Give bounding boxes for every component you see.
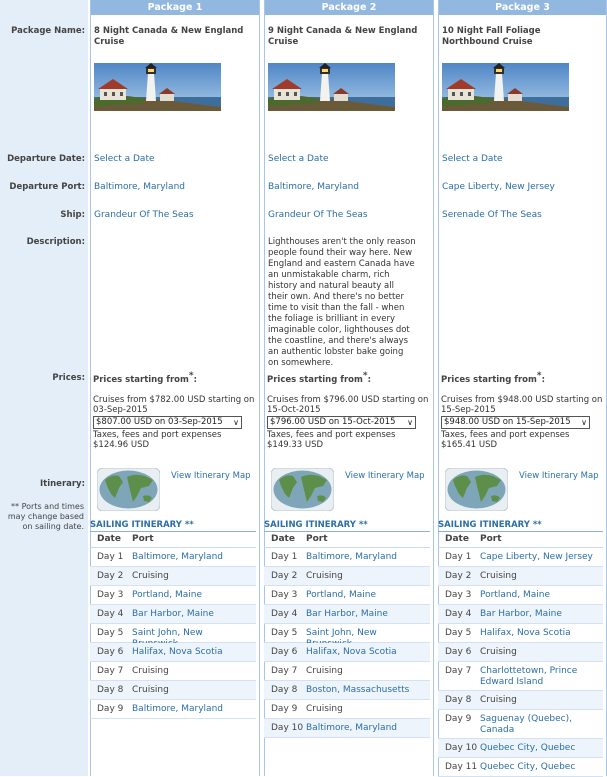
itinerary-port[interactable]: Cape Liberty, New Jersey [480, 552, 593, 562]
itinerary-header-row [438, 532, 603, 548]
sailing-date-select[interactable] [441, 416, 590, 429]
itinerary-port[interactable]: Portland, Maine [132, 590, 203, 600]
label-ship: Ship: [60, 210, 85, 220]
itinerary-day: Day 9 [271, 704, 298, 714]
price-starting-line: Cruises from $948.00 USD starting on 15-Sep-2015 [441, 395, 603, 415]
label-itinerary: Itinerary: [39, 479, 85, 489]
package-header: Package 3 [439, 0, 606, 15]
itinerary-day: Day 6 [445, 647, 472, 657]
itinerary-day: Day 9 [445, 714, 472, 724]
itinerary-day: Day 7 [271, 666, 298, 676]
table-row [264, 548, 430, 567]
col-date: Date [271, 534, 295, 544]
label-package-name: Package Name: [11, 26, 85, 36]
itinerary-day: Day 2 [445, 571, 472, 581]
itinerary-port[interactable]: Bar Harbor, Maine [132, 609, 214, 619]
sailing-date-value: $807.00 USD on 03-Sep-2015 [96, 417, 223, 427]
col-port: Port [480, 534, 502, 544]
lighthouse-photo [268, 63, 395, 111]
departure-port-link[interactable]: Cape Liberty, New Jersey [442, 182, 555, 192]
taxes-value: $165.41 USD [441, 440, 498, 450]
itinerary-port[interactable]: Portland, Maine [480, 590, 551, 600]
taxes-label: Taxes, fees and port expenses [441, 430, 570, 440]
itinerary-day: Day 4 [445, 609, 472, 619]
table-row [438, 662, 603, 691]
label-description: Description: [26, 237, 85, 247]
itinerary-day: Day 9 [97, 704, 124, 714]
table-row [264, 567, 430, 586]
itinerary-day: Day 10 [445, 743, 478, 753]
itinerary-day: Day 3 [271, 590, 298, 600]
itinerary-day: Day 7 [445, 666, 472, 676]
itinerary-day: Day 5 [271, 628, 298, 638]
select-date-link[interactable]: Select a Date [442, 154, 503, 164]
itinerary-day: Day 3 [445, 590, 472, 600]
table-row [264, 662, 430, 681]
itinerary-day: Day 8 [271, 685, 298, 695]
itinerary-day: Day 3 [97, 590, 124, 600]
table-row [264, 700, 430, 719]
table-row [90, 624, 256, 643]
itinerary-port[interactable]: Baltimore, Maryland [306, 723, 397, 733]
chevron-down-icon: ∨ [233, 418, 239, 427]
itinerary-port: Cruising [480, 695, 517, 705]
col-port: Port [132, 534, 154, 544]
departure-port-link[interactable]: Baltimore, Maryland [268, 182, 359, 192]
package-name: 8 Night Canada & New England Cruise [94, 26, 244, 47]
itinerary-port[interactable]: Portland, Maine [306, 590, 377, 600]
select-date-link[interactable]: Select a Date [268, 154, 329, 164]
itinerary-port: Cruising [306, 704, 343, 714]
chevron-down-icon: ∨ [581, 418, 587, 427]
ship-link[interactable]: Serenade Of The Seas [442, 210, 542, 220]
table-row [264, 586, 430, 605]
world-map-icon[interactable] [445, 468, 508, 511]
table-row [438, 691, 603, 710]
package-description: Lighthouses aren't the only reason people found their way here. New England and eastern Canada have an unmistakable charm, rich history and natural beauty all their own. And there's no better time to visit than the fall - when the foliage is brilliant in every imaginable color, lighthouses dot the coastline, and there's always an authentic lobster bake going on somewhere. [268, 237, 416, 368]
lighthouse-photo [94, 63, 221, 111]
table-row [90, 643, 256, 662]
table-row [90, 586, 256, 605]
col-date: Date [97, 534, 121, 544]
itinerary-header-row [90, 532, 256, 548]
itinerary-day: Day 1 [97, 552, 124, 562]
price-block [267, 395, 432, 450]
select-date-link[interactable]: Select a Date [94, 154, 155, 164]
sailing-date-value: $796.00 USD on 15-Oct-2015 [270, 417, 396, 427]
itinerary-port[interactable]: Halifax, Nova Scotia [480, 628, 571, 638]
label-departure-date: Departure Date: [7, 154, 85, 164]
itinerary-port[interactable]: Quebec City, Quebec [480, 743, 576, 753]
itinerary-day: Day 4 [97, 609, 124, 619]
taxes-value: $149.33 USD [267, 440, 324, 450]
price-block [93, 395, 258, 450]
price-starting-line: Cruises from $796.00 USD starting on 15-Oct-2015 [267, 395, 429, 415]
view-itinerary-map-link[interactable]: View Itinerary Map [345, 471, 425, 481]
table-row [438, 605, 603, 624]
itinerary-port[interactable]: Saint John, New [306, 628, 377, 638]
itinerary-port[interactable]: Boston, Massachusetts [306, 685, 410, 695]
col-port: Port [306, 534, 328, 544]
table-row [90, 548, 256, 567]
sailing-itinerary-heading: SAILING ITINERARY ** [264, 520, 368, 530]
itinerary-port: Cruising [132, 685, 169, 695]
package-header: Package 1 [91, 0, 259, 15]
world-map-icon[interactable] [97, 468, 160, 511]
itinerary-day: Day 8 [445, 695, 472, 705]
table-row [90, 605, 256, 624]
sailing-date-select[interactable] [93, 416, 242, 429]
col-date: Date [445, 534, 469, 544]
taxes-label: Taxes, fees and port expenses [267, 430, 396, 440]
sailing-itinerary-heading: SAILING ITINERARY ** [90, 520, 194, 530]
table-row [438, 710, 603, 739]
table-row [438, 739, 603, 758]
table-row [90, 567, 256, 586]
itinerary-port[interactable]: Halifax, Nova Scotia [306, 647, 397, 657]
sailing-date-select[interactable] [267, 416, 416, 429]
package-header: Package 2 [265, 0, 433, 15]
itinerary-table [264, 531, 430, 738]
table-row [438, 624, 603, 643]
table-row [438, 758, 603, 777]
itinerary-day: Day 5 [445, 628, 472, 638]
itinerary-port[interactable]: Saguenay (Quebec), Canada [480, 714, 572, 735]
ship-link[interactable]: Grandeur Of The Seas [268, 210, 368, 220]
itinerary-port[interactable]: Halifax, Nova Scotia [132, 647, 223, 657]
itinerary-day: Day 7 [97, 666, 124, 676]
table-row [90, 700, 256, 719]
itinerary-port[interactable]: Quebec City, Quebec [480, 762, 576, 772]
itinerary-day: Day 1 [445, 552, 472, 562]
itinerary-port[interactable]: Baltimore, Maryland [132, 552, 223, 562]
itinerary-note: ** Ports and times may change based on sailing date. [7, 502, 84, 531]
package-column-3 [438, 0, 607, 776]
itinerary-port[interactable]: Baltimore, Maryland [306, 552, 397, 562]
itinerary-day: Day 6 [97, 647, 124, 657]
itinerary-port[interactable]: Charlottetown, Prince Edward Island [480, 666, 578, 687]
table-row [90, 681, 256, 700]
table-row [264, 643, 430, 662]
itinerary-table [90, 531, 256, 719]
package-column-1 [90, 0, 260, 776]
itinerary-day: Day 8 [97, 685, 124, 695]
table-row [264, 719, 430, 738]
table-row [264, 624, 430, 643]
table-row [264, 681, 430, 700]
view-itinerary-map-link[interactable]: View Itinerary Map [519, 471, 599, 481]
itinerary-port: Cruising [480, 571, 517, 581]
itinerary-day: Day 1 [271, 552, 298, 562]
itinerary-day: Day 5 [97, 628, 124, 638]
ship-link[interactable]: Grandeur Of The Seas [94, 210, 194, 220]
taxes-label: Taxes, fees and port expenses [93, 430, 222, 440]
itinerary-day: Day 10 [271, 723, 304, 733]
itinerary-port: Cruising [480, 647, 517, 657]
table-row [438, 548, 603, 567]
itinerary-port: Cruising [132, 666, 169, 676]
itinerary-day: Day 2 [271, 571, 298, 581]
itinerary-port: Cruising [132, 571, 169, 581]
label-prices: Prices: [52, 373, 85, 383]
package-column-2 [264, 0, 434, 776]
itinerary-day: Day 6 [271, 647, 298, 657]
prices-heading: Prices starting from*: [267, 371, 371, 385]
label-departure-port: Departure Port: [9, 182, 85, 192]
sailing-date-value: $948.00 USD on 15-Sep-2015 [444, 417, 571, 427]
itinerary-day: Day 2 [97, 571, 124, 581]
package-name: 9 Night Canada & New England Cruise [268, 26, 418, 47]
world-map-icon[interactable] [271, 468, 334, 511]
itinerary-port: Cruising [306, 666, 343, 676]
itinerary-port: Cruising [306, 571, 343, 581]
sailing-itinerary-heading: SAILING ITINERARY ** [438, 520, 542, 530]
view-itinerary-map-link[interactable]: View Itinerary Map [171, 471, 251, 481]
departure-port-link[interactable]: Baltimore, Maryland [94, 182, 185, 192]
itinerary-port[interactable]: Baltimore, Maryland [132, 704, 223, 714]
itinerary-port[interactable]: Bar Harbor, Maine [480, 609, 562, 619]
itinerary-day: Day 4 [271, 609, 298, 619]
lighthouse-photo [442, 63, 569, 111]
prices-heading: Prices starting from*: [93, 371, 197, 385]
package-name: 10 Night Fall Foliage Northbound Cruise [442, 26, 541, 47]
price-block [441, 395, 606, 450]
itinerary-header-row [264, 532, 430, 548]
taxes-value: $124.96 USD [93, 440, 150, 450]
prices-heading: Prices starting from*: [441, 371, 545, 385]
table-row [438, 586, 603, 605]
table-row [438, 567, 603, 586]
table-row [438, 643, 603, 662]
itinerary-port[interactable]: Saint John, New [132, 628, 203, 638]
itinerary-table [438, 531, 603, 777]
table-row [264, 605, 430, 624]
chevron-down-icon: ∨ [407, 418, 413, 427]
label-column [0, 0, 88, 776]
itinerary-day: Day 11 [445, 762, 478, 772]
price-starting-line: Cruises from $782.00 USD starting on 03-Sep-2015 [93, 395, 255, 415]
table-row [90, 662, 256, 681]
itinerary-port[interactable]: Bar Harbor, Maine [306, 609, 388, 619]
